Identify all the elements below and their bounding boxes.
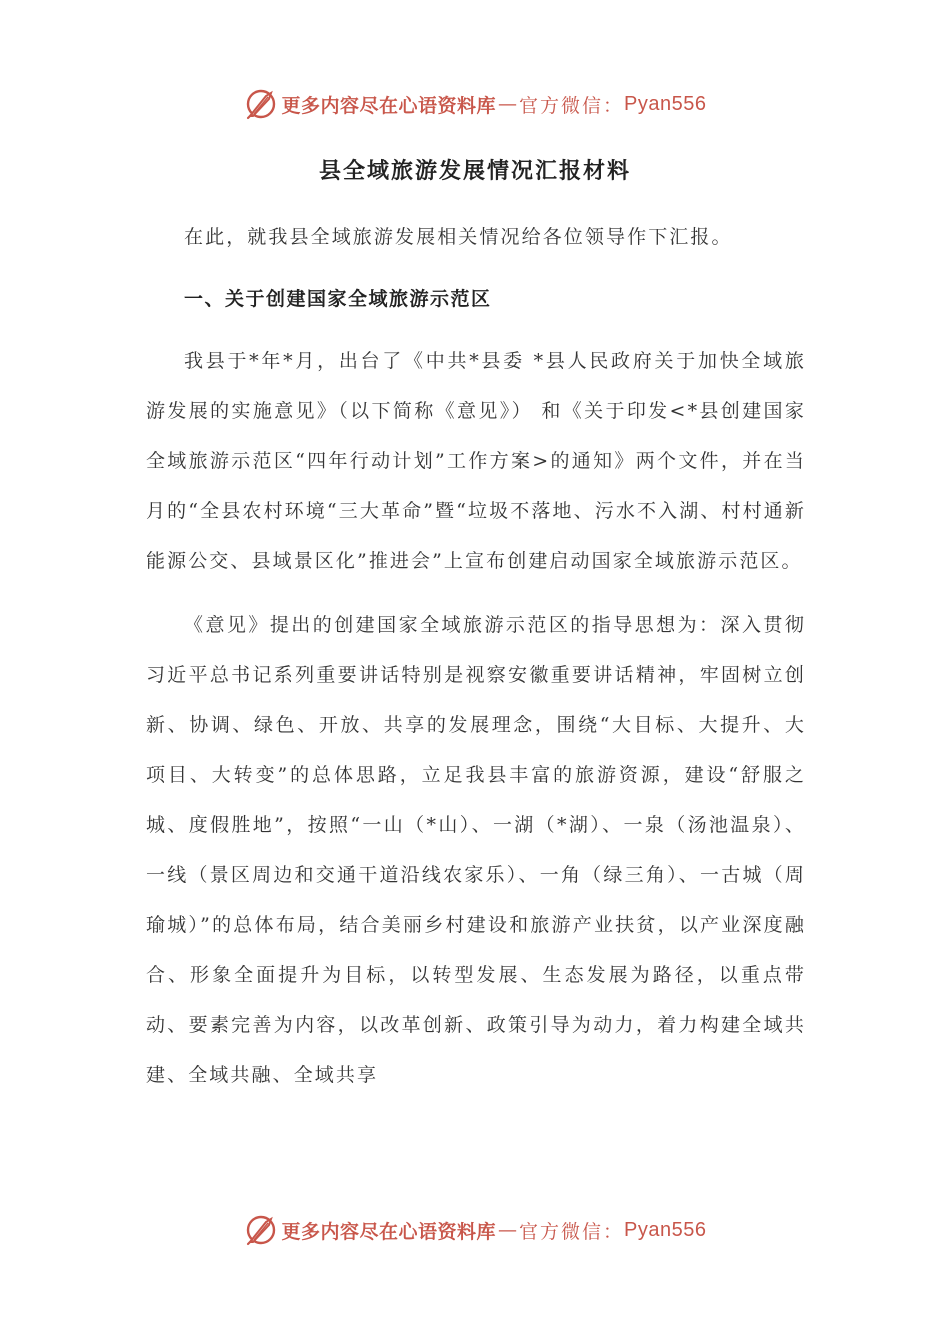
banner-wechat-label: 官方微信：: [519, 94, 625, 117]
banner-dash: —: [498, 1219, 518, 1241]
body-paragraph-2: 《意见》提出的创建国家全域旅游示范区的指导思想为：深入贯彻习近平总书记系列重要讲话特别是视察安徽重要讲话精神，牢固树立创新、协调、绿色、开放、共享的发展理念，围绕“大目标、大提升、大项目、大转变”的总体思路，立足我县丰富的旅游资源，建设“舒服之城、度假胜地”，按照“一山（*山）、一湖（*湖）、一泉（汤池温泉）、一线（景区周边和交通干道沿线农家乐）、一角（绿三角）、一古城（周瑜城）”的总体布局，结合美丽乡村建设和旅游产业扶贫，以产业深度融合、形象全面提升为目标，以转型发展、生态发展为路径，以重点带动、要素完善为内容，以改革创新、政策引导为动力，着力构建全域共建、全域共融、全域共享: [146, 614, 806, 1086]
banner-brand-text: 更多内容尽在心语资料库: [281, 94, 497, 117]
quill-pen-icon: [244, 87, 278, 121]
document-body: [146, 212, 806, 1114]
footer-watermark-banner: [0, 1210, 950, 1250]
document-title: 县全域旅游发展情况汇报材料: [318, 158, 631, 184]
quill-pen-icon: [244, 1213, 278, 1247]
banner-wechat-label: 官方微信：: [519, 1220, 625, 1243]
banner-dash: —: [498, 93, 518, 115]
intro-paragraph: 在此，就我县全域旅游发展相关情况给各位领导作下汇报。: [184, 226, 733, 248]
section-heading: 一、关于创建国家全域旅游示范区: [184, 288, 492, 310]
banner-wechat-id: Pyan556: [624, 92, 707, 115]
banner-wechat-id: Pyan556: [624, 1218, 707, 1241]
header-watermark-banner: [0, 84, 950, 124]
body-paragraph-1: 我县于*年*月，出台了《中共*县委 *县人民政府关于加快全域旅游发展的实施意见》（以下简称《意见》） 和《关于印发<*县创建国家全域旅游示范区“四年行动计划”工作方案>的通知》两个文件，并在当月的“全县农村环境“三大革命”暨“垃圾不落地、污水不入湖、村村通新能源公交、县域景区化”推进会”上宣布创建启动国家全域旅游示范区。: [146, 350, 806, 572]
banner-brand-text: 更多内容尽在心语资料库: [281, 1220, 497, 1243]
